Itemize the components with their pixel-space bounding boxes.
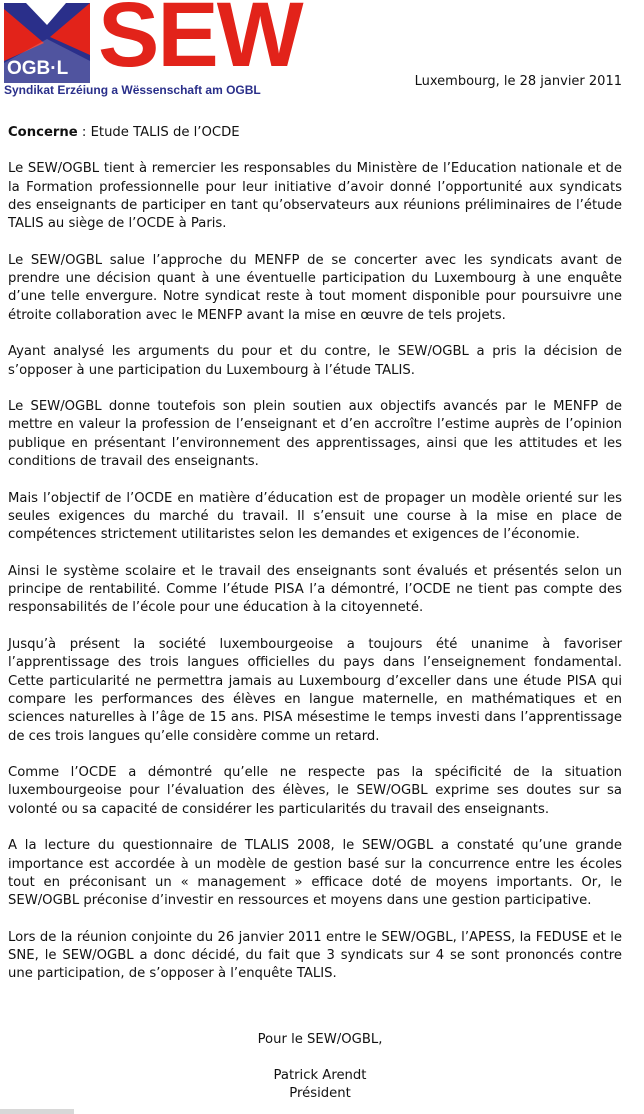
sew-logo-text: SEW — [98, 0, 302, 86]
signature-greeting: Pour le SEW/OGBL, — [257, 1032, 383, 1047]
paragraph: Comme l’OCDE a démontré qu’elle ne respecte pas la spécificité de la situation luxembourgeoise pour l’évaluation des élèves, le SEW/OGBL exprime ses doutes sur sa volonté ou sa capacité de considérer les particularités du travail des enseignants. — [8, 765, 622, 817]
subject-separator: : — [77, 125, 91, 140]
paragraph: Jusqu’à présent la société luxembourgeoise a toujours été unanime à favoriser l’apprentissage des trois langues officielles du pays dans l’enseignement fondamental. Cette particularité ne permettra jamais au Luxembourg d’exceller dans une étude PISA qui compare les performances des élèves en langue maternelle, en mathématiques et en sciences naturelles à l’âge de 15 ans. PISA mésestime le temps investi dans l’apprentissage de ces trois langues qu’elle considère comme un retard. — [8, 637, 622, 744]
page-corner-mark — [0, 1109, 74, 1114]
paragraph: Ayant analysé les arguments du pour et du contre, le SEW/OGBL a pris la décision de s’opposer à une participation du Luxembourg à l’étude TALIS. — [8, 344, 622, 378]
signatory-name: Patrick Arendt — [273, 1068, 367, 1083]
paragraph: Le SEW/OGBL tient à remercier les responsables du Ministère de l’Education nationale et de la Formation professionnelle pour leur initiative d’avoir donné l’opportunité aux syndicats des enseignants de participer en tant qu’observateurs aux réunions préliminaires de l’étude TALIS au siège de l’OCDE à Paris. — [8, 161, 622, 232]
ogbl-badge-text: OGB·L — [7, 58, 69, 79]
letter-body — [8, 124, 622, 1002]
ogbl-logo — [4, 3, 90, 83]
signatory-title: Président — [289, 1086, 351, 1101]
subject-line — [8, 124, 622, 142]
paragraph: Lors de la réunion conjointe du 26 janvier 2011 entre le SEW/OGBL, l’APESS, la FEDUSE et le SNE, le SEW/OGBL a donc décidé, du fait que 3 syndicats sur 4 se sont prononcés contre une participation, de s’opposer à l’enquête TALIS. — [8, 929, 622, 982]
paragraph: A la lecture du questionnaire de TLALIS 2008, le SEW/OGBL a constaté qu’une grande importance est accordée à un modèle de gestion basé sur la concurrence entre les écoles tout en préconisant un « management » efficace doté de moyens importants. Or, le SEW/OGBL préconise d’investir en ressources et moyens dans une gestion participative. — [8, 838, 622, 909]
paragraph: Le SEW/OGBL salue l’approche du MENFP de se concerter avec les syndicats avant de prendre une décision quant à une éventuelle participation du Luxembourg à une enquête d’une telle envergure. Notre syndicat reste à tout moment disponible pour poursuivre une étroite collaboration avec le MENFP avant la mise en œuvre de tels projets. — [8, 252, 622, 323]
letter-date: Luxembourg, le 28 janvier 2011 — [414, 74, 622, 89]
letterhead-subtitle: Syndikat Erzéiung a Wëssenschaft am OGBL — [4, 83, 261, 97]
paragraph: Le SEW/OGBL donne toutefois son plein soutien aux objectifs avancés par le MENFP de mettre en valeur la profession de l’enseignant et d’en accroître l’estime auprès de l’opinion publique en présentant l’environnement des apprentissages, ainsi que les attitudes et les conditions de travail des enseignants. — [8, 399, 622, 470]
subject-label: Concerne — [8, 125, 78, 140]
paragraph: Ainsi le système scolaire et le travail des enseignants sont évalués et présentés selon un principe de rentabilité. Comme l’étude PISA l’a démontré, l’OCDE ne tient pas compte des responsabilités de l’école pour une éducation à la citoyenneté. — [8, 563, 622, 616]
paragraph: Mais l’objectif de l’OCDE en matière d’éducation est de propager un modèle orienté sur les seules exigences du marché du travail. Il s’ensuit une course à la mise en place de compétences strictement utilitaristes selon les demandes et exigences de l’économie. — [8, 490, 622, 543]
letterhead — [4, 0, 334, 103]
subject-value: Etude TALIS de l’OCDE — [90, 125, 240, 140]
